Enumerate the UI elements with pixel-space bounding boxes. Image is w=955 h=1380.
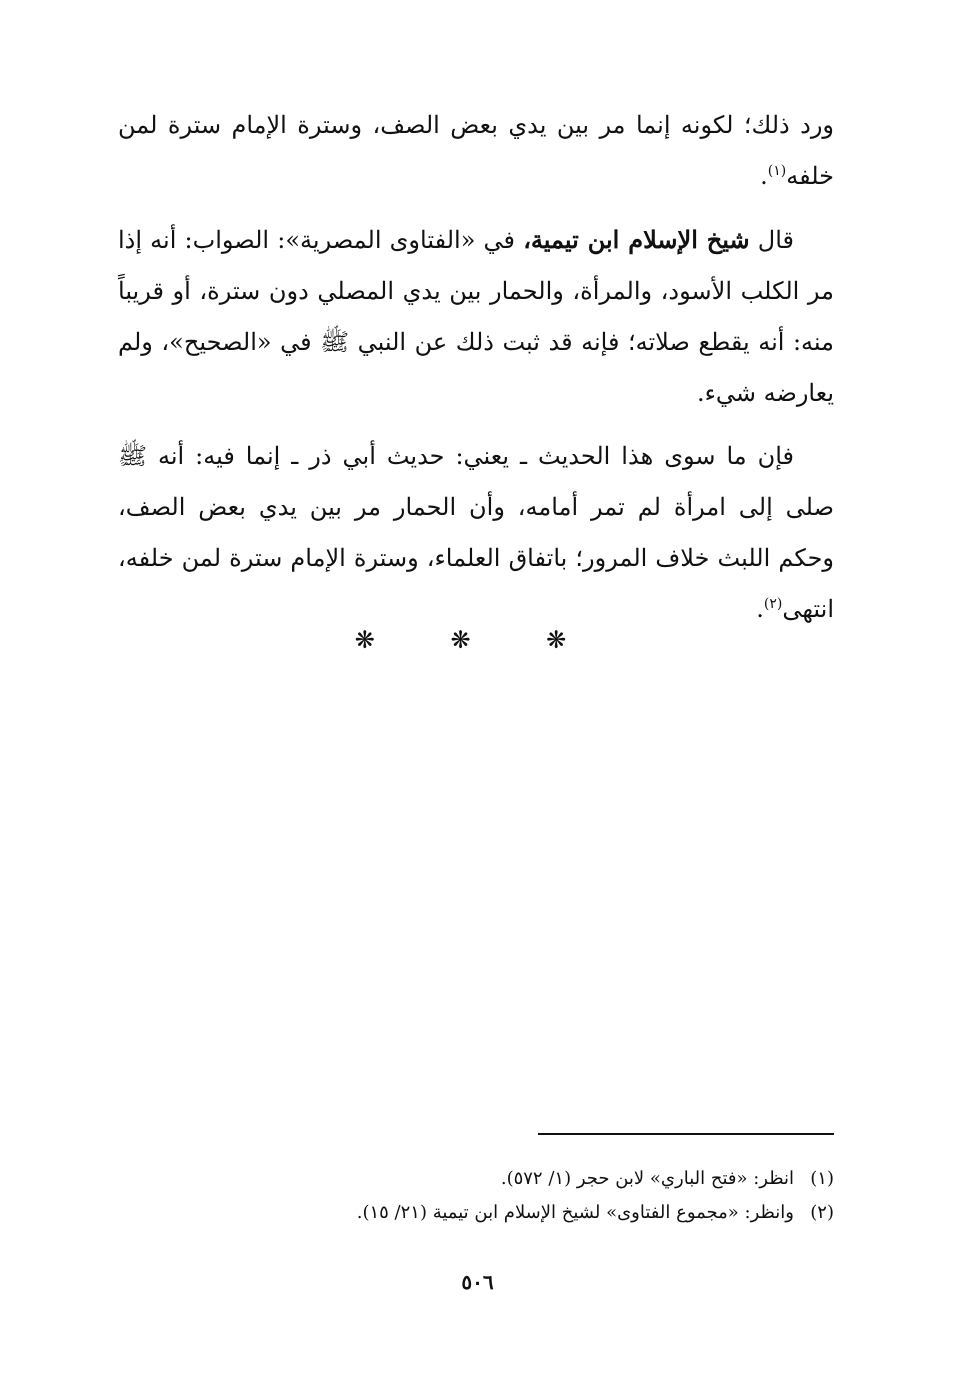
footnote-1-text: انظر: «فتح الباري» لابن حجر (١/ ٥٧٢). [500,1168,794,1189]
paragraph-3-end: . [756,595,764,623]
footnote-2 [118,1196,834,1230]
footnotes [118,1162,834,1230]
paragraph-3 [118,431,834,635]
paragraph-2 [118,214,834,419]
footnote-divider [538,1133,834,1135]
paragraph-2-post: في «الفتاوى المصرية»: الصواب: أنه إذا مر الكلب الأسود، والمرأة، والحمار بين يدي المصلي دون سترة، أو قريباً منه: أنه يقطع صلاته؛ فإنه قد ثبت ذلك عن النبي ﷺ في «الصحيح»، ولم يعارضه شيء. [118,226,835,407]
paragraph-1 [118,100,834,202]
footnote-1-number: (١) [810,1168,834,1189]
footnote-2-text: وانظر: «مجموع الفتاوى» لشيخ الإسلام ابن تيمية (٢١/ ١٥). [356,1202,794,1223]
paragraph-1-end: . [760,162,768,190]
paragraph-2-pre: قال [749,226,794,254]
paragraph-3-text: فإن ما سوى هذا الحديث ـ يعني: حديث أبي ذر ـ إنما فيه: أنه ﷺ صلى إلى امرأة لم تمر أمامه، وأن الحمار مر بين يدي بعض الصف، وحكم اللبث خلاف المرور؛ باتفاق العلماء، وسترة الإمام سترة لمن خلفه، انتهى [118,442,834,623]
footnote-ref-1: (١) [767,163,787,179]
main-text [118,100,834,647]
footnote-1 [118,1162,834,1196]
footnote-ref-2: (٢) [763,596,783,612]
paragraph-2-bold: شيخ الإسلام ابن تيمية، [523,225,750,254]
paragraph-1-text: ورد ذلك؛ لكونه إنما مر بين يدي بعض الصف، وسترة الإمام سترة لمن خلفه [118,111,834,190]
footnote-2-number: (٢) [810,1202,834,1223]
section-separator: ❋ ❋ ❋ [354,626,601,654]
page-number: ٥٠٦ [461,1270,494,1294]
